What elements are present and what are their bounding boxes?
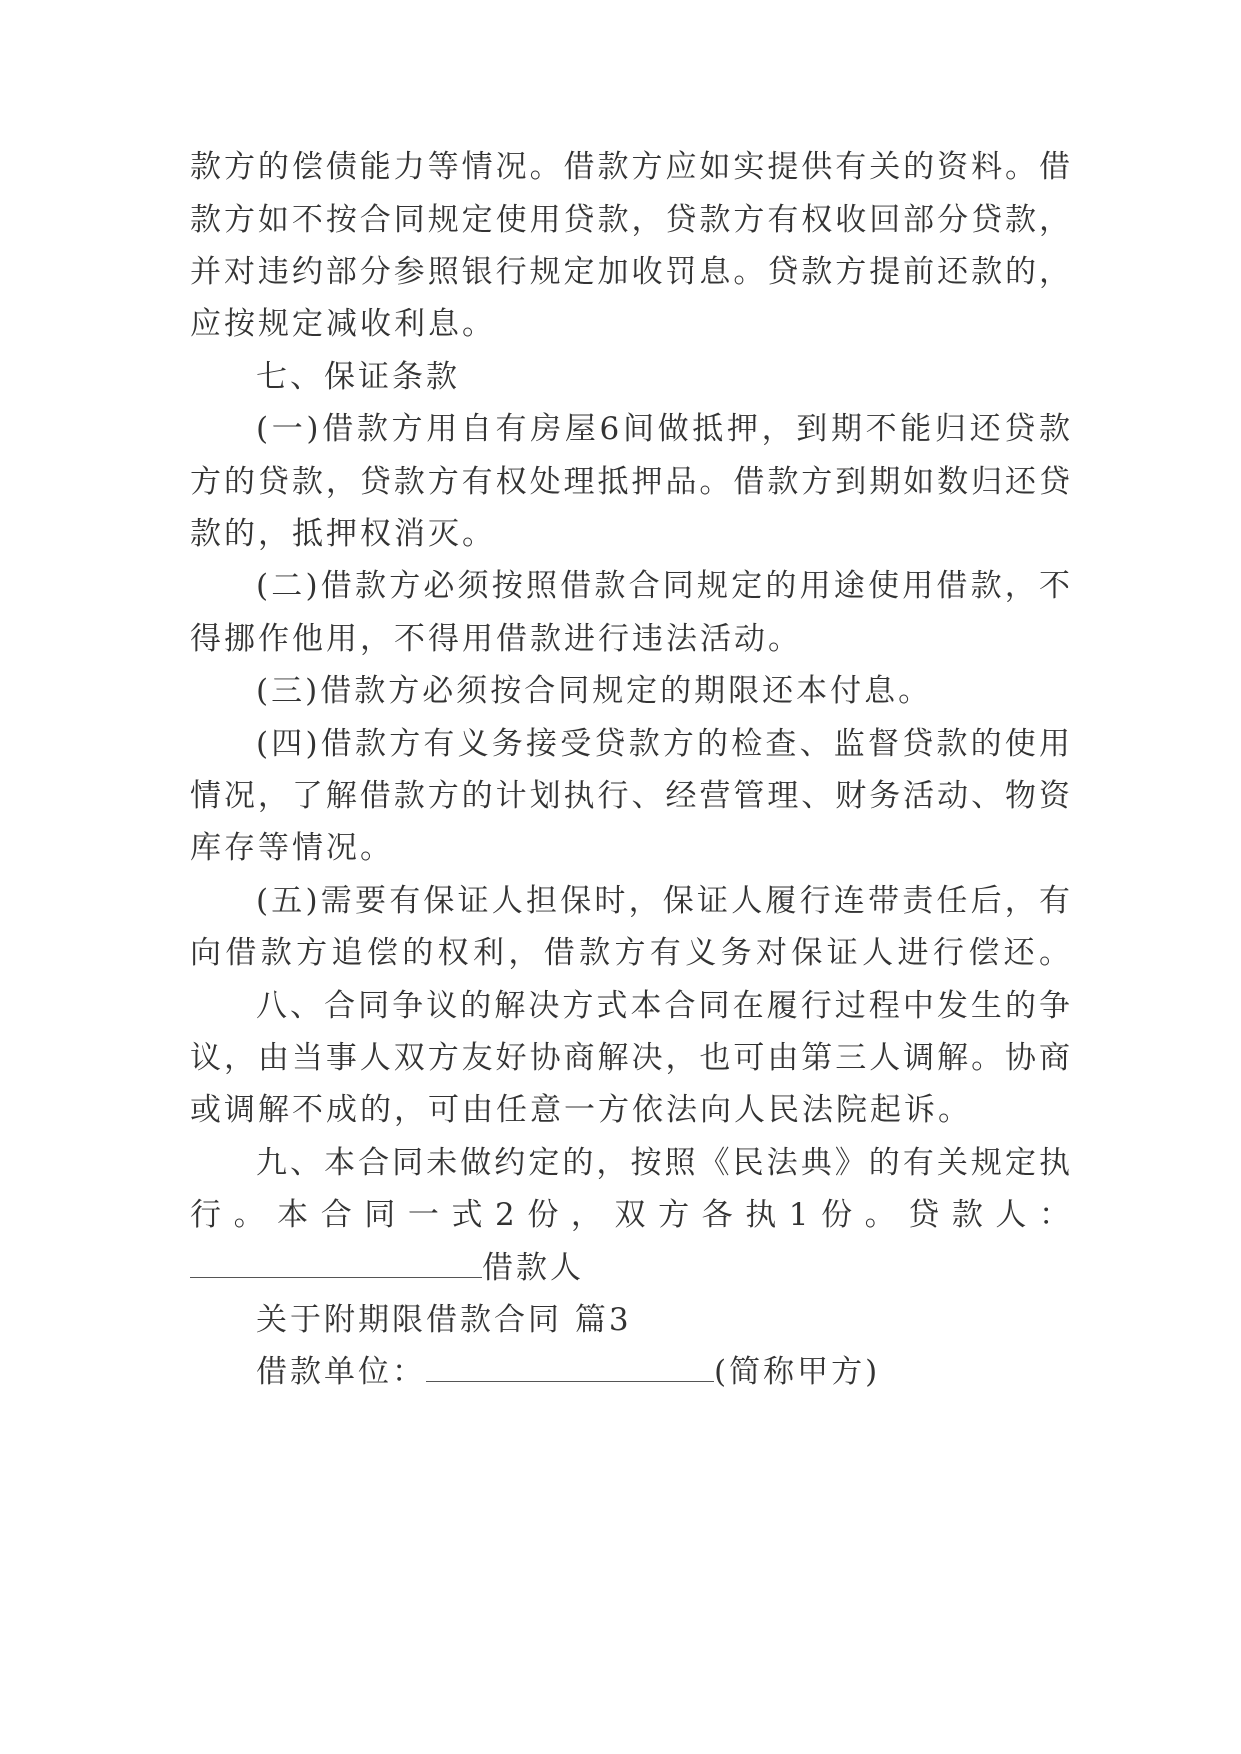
- signature-blank: [190, 1247, 482, 1278]
- paragraph-line: 八、合同争议的解决方式本合同在履行过程中发生的争: [256, 988, 1070, 1024]
- paragraph-line: (五)需要有保证人担保时，保证人履行连带责任后，有: [256, 883, 1070, 919]
- paragraph-line: 应按规定减收利息。: [190, 306, 496, 342]
- section-heading: 七、保证条款: [256, 359, 460, 395]
- paragraph-line: 款方的偿债能力等情况。借款方应如实提供有关的资料。借: [190, 149, 1070, 185]
- paragraph-line: 库存等情况。: [190, 830, 394, 866]
- paragraph-line: 向借款方追偿的权利，借款方有义务对保证人进行偿还。: [190, 935, 1070, 971]
- signature-line: [190, 1246, 1070, 1290]
- paragraph-line: 并对违约部分参照银行规定加收罚息。贷款方提前还款的，: [190, 254, 1070, 290]
- paragraph-line: 款的，抵押权消灭。: [190, 516, 496, 552]
- borrower-unit-label: 借款单位：: [256, 1354, 426, 1390]
- paragraph-line: 方的贷款，贷款方有权处理抵押品。借款方到期如数归还贷: [190, 464, 1070, 500]
- borrower-unit-line: [256, 1350, 1070, 1394]
- signature-label: 借款人: [482, 1250, 584, 1286]
- paragraph-line: 得挪作他用，不得用借款进行违法活动。: [190, 621, 802, 657]
- paragraph-line: 情况，了解借款方的计划执行、经营管理、财务活动、物资: [190, 778, 1070, 814]
- paragraph-line: (一)借款方用自有房屋6间做抵押，到期不能归还贷款: [256, 411, 1070, 447]
- borrower-unit-suffix: (简称甲方): [714, 1354, 881, 1390]
- borrower-unit-blank: [426, 1351, 714, 1382]
- paragraph-line: 或调解不成的，可由任意一方依法向人民法院起诉。: [190, 1092, 972, 1128]
- paragraph-line: 款方如不按合同规定使用贷款，贷款方有权收回部分贷款，: [190, 202, 1070, 238]
- paragraph-line: (二)借款方必须按照借款合同规定的用途使用借款，不: [256, 568, 1070, 604]
- paragraph-line: (三)借款方必须按合同规定的期限还本付息。: [256, 673, 933, 709]
- next-contract-heading: 关于附期限借款合同 篇3: [256, 1302, 632, 1338]
- paragraph-line: 九、本合同未做约定的，按照《民法典》的有关规定执: [256, 1145, 1070, 1181]
- paragraph-line: (四)借款方有义务接受贷款方的检查、监督贷款的使用: [256, 726, 1070, 762]
- paragraph-line: 行。本合同一式2份，双方各执1份。贷款人：: [190, 1197, 1070, 1233]
- paragraph-line: 议，由当事人双方友好协商解决，也可由第三人调解。协商: [190, 1040, 1070, 1076]
